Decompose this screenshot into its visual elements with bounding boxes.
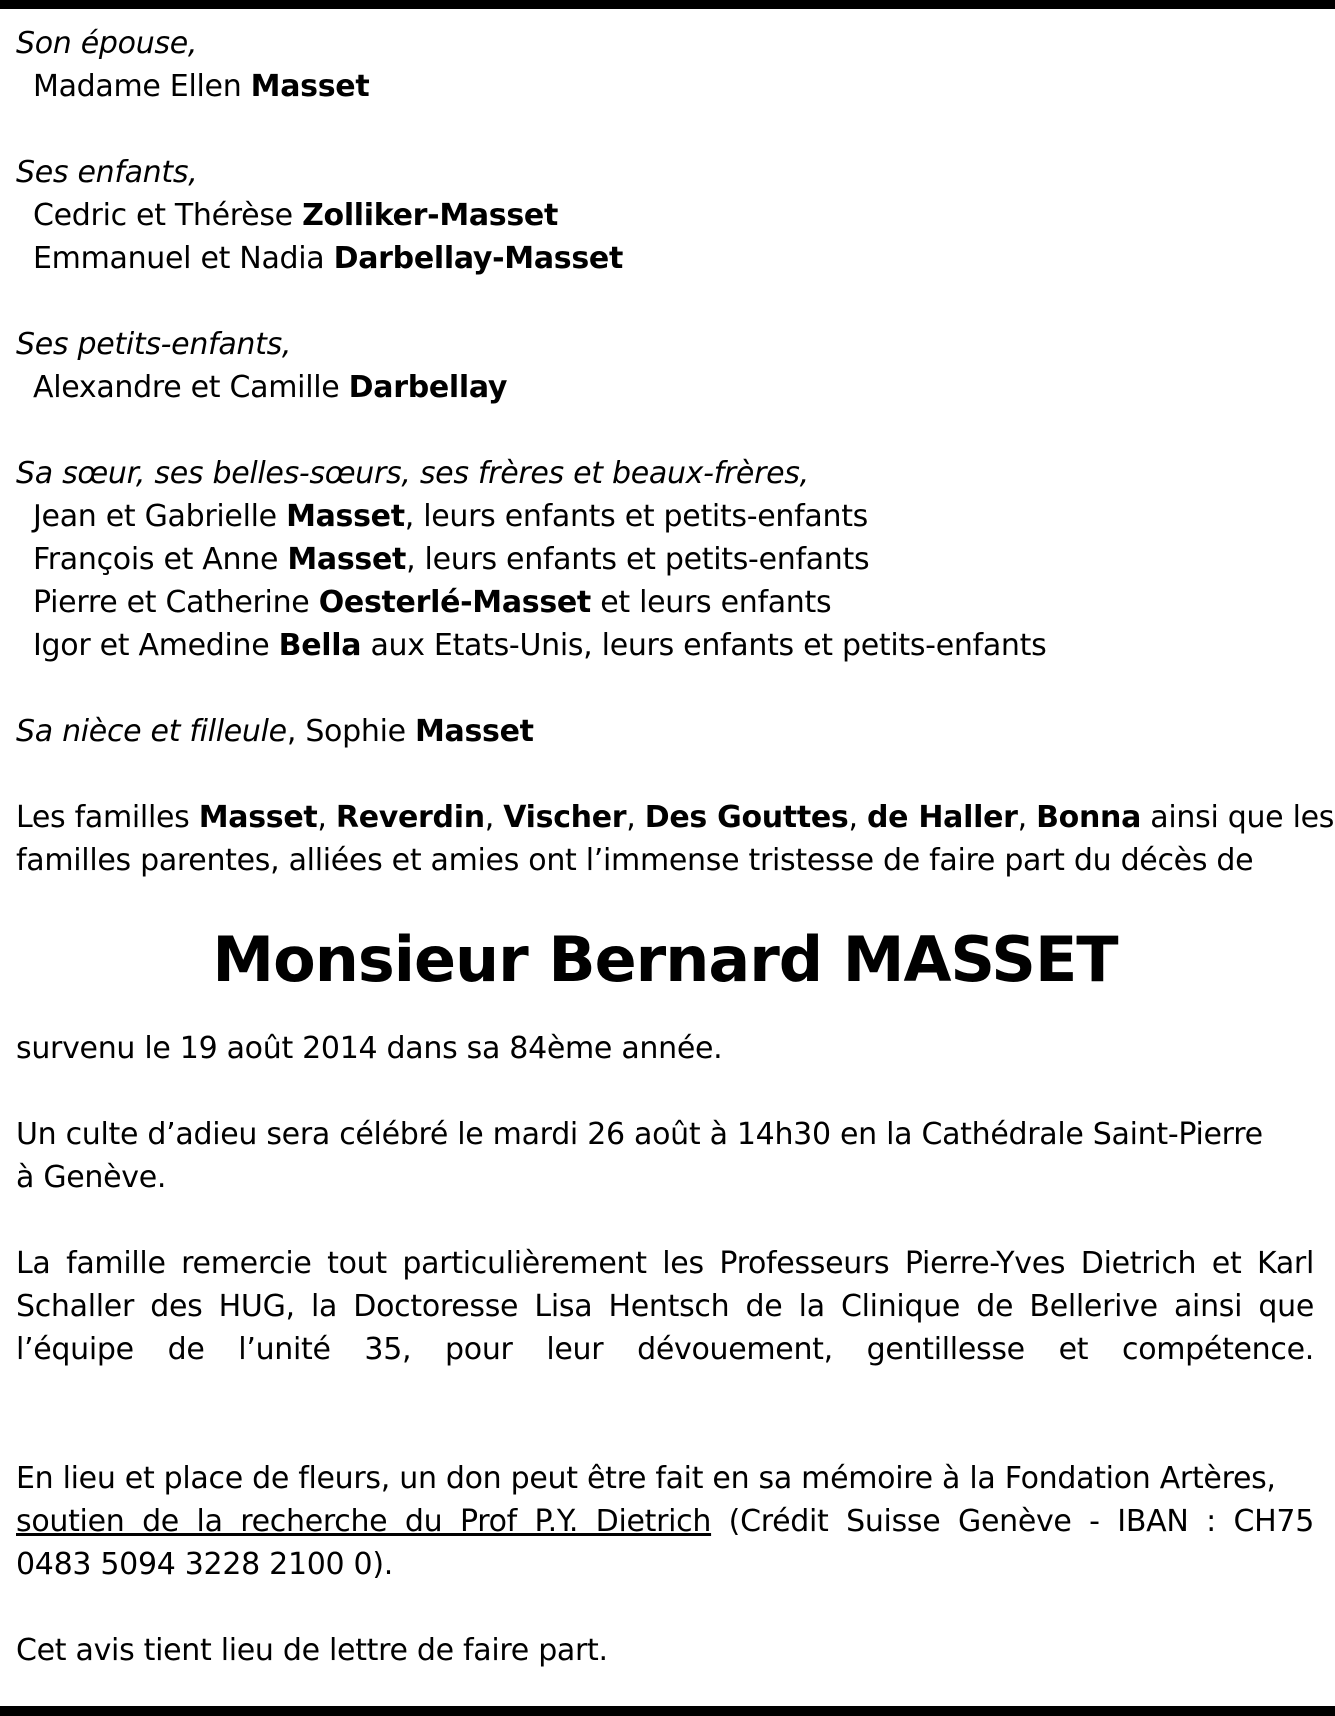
spouse-given: Madame Ellen [33, 69, 251, 104]
child-given: Cedric et Thérèse [33, 198, 303, 233]
sibling-line [16, 581, 1314, 624]
sibling-rest: et leurs enfants [590, 585, 832, 620]
grandchildren-line [16, 366, 1314, 409]
sibling-rest: aux Etats-Unis, leurs enfants et petits-enfants [361, 628, 1047, 663]
child-given: Emmanuel et Nadia [33, 241, 334, 276]
sibling-rest: , leurs enfants et petits-enfants [406, 542, 870, 577]
sibling-line [16, 538, 1314, 581]
children-section [16, 151, 1314, 280]
closing-section [16, 1629, 1314, 1672]
family-sep: , [484, 800, 504, 835]
child-line [16, 237, 1314, 280]
family-name: de Haller [866, 800, 1018, 835]
sibling-rest: , leurs enfants et petits-enfants [404, 499, 868, 534]
sibling-surname: Masset [287, 542, 407, 577]
family-name: Des Gouttes [644, 800, 849, 835]
siblings-section [16, 452, 1314, 667]
service-line-2: à Genève. [16, 1160, 167, 1195]
donation-line-2 [16, 1500, 1314, 1543]
spacer [16, 1414, 1314, 1457]
child-surname: Zolliker-Masset [302, 198, 559, 233]
sibling-surname: Masset [286, 499, 405, 534]
niece-heading: Sa nièce et filleule [16, 714, 287, 749]
family-sep: , [848, 800, 867, 835]
deceased-name: Monsieur Bernard MASSET [212, 923, 1118, 996]
family-sep: , [1017, 800, 1037, 835]
child-surname: Darbellay-Masset [333, 241, 623, 276]
sibling-given: Jean et Gabrielle [33, 499, 287, 534]
niece-line [16, 710, 1314, 753]
donation-section [16, 1457, 1314, 1586]
sibling-line [16, 624, 1314, 667]
grandchildren-surname: Darbellay [348, 370, 508, 405]
grandchildren-section [16, 323, 1314, 409]
families-line-1 [16, 796, 1335, 839]
donation-line-1: En lieu et place de fleurs, un don peut être fait en sa mémoire à la Fondation Artères, [16, 1461, 1276, 1496]
death-text: survenu le 19 août 2014 dans sa 84ème année. [16, 1031, 723, 1066]
sibling-given: François et Anne [33, 542, 288, 577]
spouse-heading: Son épouse, [16, 26, 198, 61]
family-name: Masset [198, 800, 318, 835]
spouse-line [16, 65, 1314, 108]
thanks-line-2: Schaller des HUG, la Doctoresse Lisa Hentsch de la Clinique de Bellerive ainsi que [16, 1289, 1314, 1324]
child-line [16, 194, 1314, 237]
closing-text: Cet avis tient lieu de lettre de faire part. [16, 1633, 608, 1668]
spouse-section [16, 22, 1314, 108]
families-section [16, 796, 1335, 882]
families-after: ainsi que les [1141, 800, 1335, 835]
sibling-given: Pierre et Catherine [33, 585, 319, 620]
donation-line-3: 0483 5094 3228 2100 0). [16, 1547, 393, 1582]
family-name: Bonna [1036, 800, 1142, 835]
niece-section [16, 710, 1314, 753]
thanks-section [16, 1242, 1314, 1371]
bottom-rule [0, 1706, 1335, 1716]
niece-given: , Sophie [286, 714, 415, 749]
sibling-surname: Bella [278, 628, 362, 663]
donation-link[interactable]: soutien de la recherche du Prof P.Y. Dietrich [16, 1504, 712, 1539]
spouse-surname: Masset [250, 69, 370, 104]
death-section [16, 1027, 1314, 1070]
sibling-surname: Oesterlé-Masset [318, 585, 591, 620]
thanks-line-3: l’équipe de l’unité 35, pour leur dévouement, gentillesse et compétence. [16, 1332, 1314, 1367]
families-line-2: familles parentes, alliées et amies ont l’immense tristesse de faire part du décès de [16, 843, 1254, 878]
sibling-given: Igor et Amedine [33, 628, 279, 663]
niece-surname: Masset [415, 714, 534, 749]
top-rule [0, 0, 1335, 9]
service-line-1: Un culte d’adieu sera célébré le mardi 26 août à 14h30 en la Cathédrale Saint-Pierre [16, 1117, 1263, 1152]
sibling-line [16, 495, 1314, 538]
donation-bank: (Crédit Suisse Genève - IBAN : CH75 [711, 1504, 1314, 1539]
grandchildren-heading: Ses petits-enfants, [16, 327, 292, 362]
family-sep: , [317, 800, 336, 835]
thanks-line-1: La famille remercie tout particulièrement les Professeurs Pierre-Yves Dietrich et Karl [16, 1246, 1314, 1281]
family-sep: , [626, 800, 645, 835]
families-intro: Les familles [16, 800, 199, 835]
children-heading: Ses enfants, [16, 155, 198, 190]
service-section [16, 1113, 1314, 1199]
grandchildren-given: Alexandre et Camille [33, 370, 349, 405]
siblings-heading: Sa sœur, ses belles-sœurs, ses frères et beaux-frères, [16, 456, 809, 491]
family-name: Vischer [503, 800, 627, 835]
obituary-notice [16, 22, 1335, 1715]
family-name: Reverdin [335, 800, 485, 835]
